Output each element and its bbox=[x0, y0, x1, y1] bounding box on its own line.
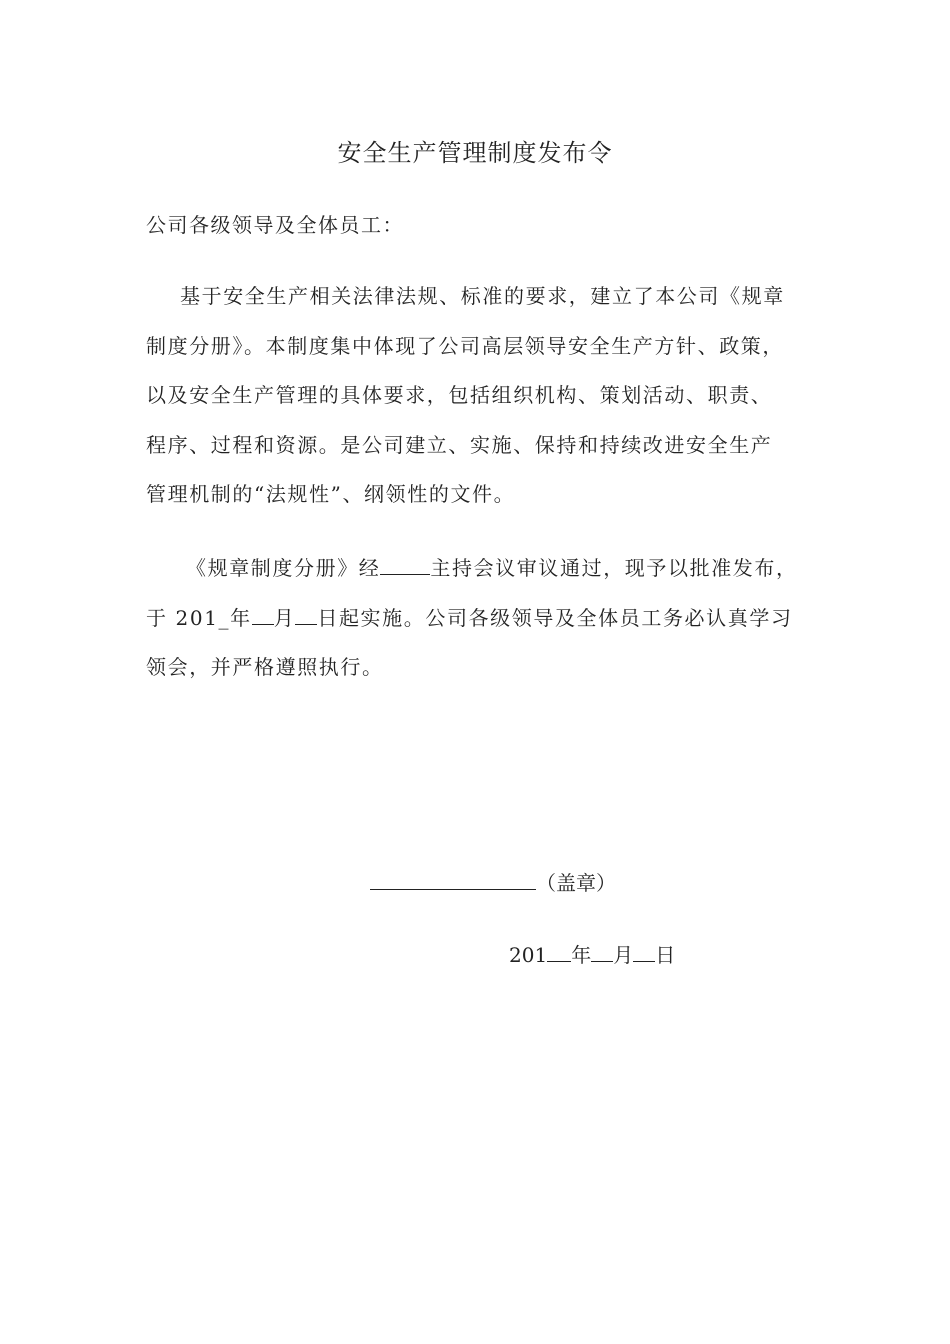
stamp-label: （盖章） bbox=[536, 871, 616, 895]
date-month-unit: 月 bbox=[613, 943, 634, 967]
signature-blank bbox=[370, 867, 536, 890]
date-year: 201 bbox=[509, 943, 548, 967]
paragraph1-line4: 程序、过程和资源。是公司建立、实施、保持和持续改进安全生产 bbox=[146, 433, 773, 457]
date-year-blank bbox=[547, 939, 571, 962]
paragraph1-line5: 管理机制的“法规性”、纲领性的文件。 bbox=[146, 482, 516, 506]
date-year-unit: 年 bbox=[571, 943, 592, 967]
stamp-row bbox=[370, 866, 616, 900]
signature-date bbox=[509, 938, 675, 972]
document-title: 安全生产管理制度发布令 bbox=[337, 139, 613, 167]
paragraph2-line2-month: 月 bbox=[273, 606, 296, 630]
paragraph2-line1 bbox=[186, 551, 798, 585]
paragraph1-line3: 以及安全生产管理的具体要求，包括组织机构、策划活动、职责、 bbox=[146, 383, 773, 407]
month-blank bbox=[252, 602, 274, 625]
paragraph1-line2: 制度分册》。本制度集中体现了公司高层领导安全生产方针、政策， bbox=[146, 334, 784, 358]
greeting: 公司各级领导及全体员工： bbox=[146, 213, 404, 237]
paragraph2-line2-rest: 日起实施。公司各级领导及全体员工务必认真学习 bbox=[317, 606, 793, 630]
paragraph2-line2 bbox=[146, 601, 793, 635]
paragraph2-line1-before: 《规章制度分册》经 bbox=[186, 556, 381, 580]
paragraph2-line2-prefix: 于 201_年 bbox=[146, 606, 252, 630]
paragraph1-line1: 基于安全生产相关法律法规、标准的要求，建立了本公司《规章 bbox=[180, 284, 785, 308]
date-day-blank bbox=[633, 939, 655, 962]
paragraph2-line1-after: 主持会议审议通过，现予以批准发布， bbox=[430, 556, 798, 580]
day-blank bbox=[295, 602, 317, 625]
paragraph2-line3: 领会，并严格遵照执行。 bbox=[146, 655, 384, 679]
date-month-blank bbox=[591, 939, 613, 962]
meeting-blank bbox=[380, 552, 430, 575]
date-day-unit: 日 bbox=[655, 943, 676, 967]
